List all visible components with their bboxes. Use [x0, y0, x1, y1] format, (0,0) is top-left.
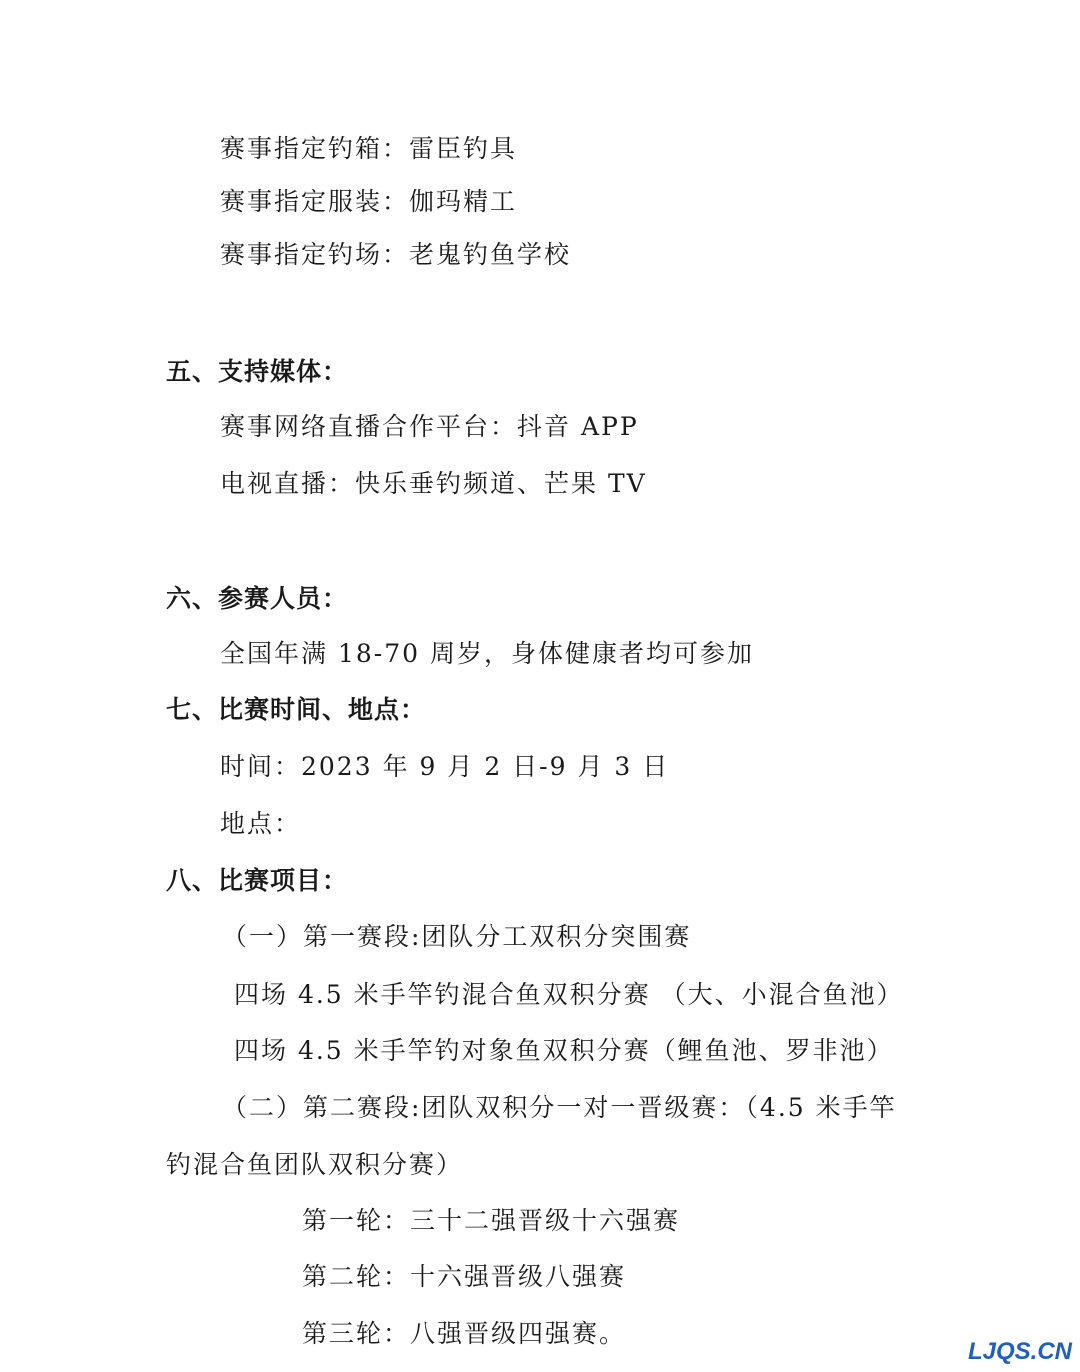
stage-2-title-continued: 钓混合鱼团队双积分赛）	[166, 1150, 464, 1179]
site-watermark	[968, 1338, 1072, 1366]
sponsor-apparel-line: 赛事指定服装：伽玛精工	[220, 187, 518, 216]
round-3-line: 第三轮：八强晋级四强赛。	[302, 1319, 627, 1348]
stage-1-item-2: 四场 4.5 米手竿钓对象鱼双积分赛（鲤鱼池、罗非池）	[234, 1036, 894, 1065]
participants-line: 全国年满 18-70 周岁，身体健康者均可参加	[220, 639, 754, 668]
stage-1-title: （一）第一赛段:团队分工双积分突围赛	[222, 922, 692, 951]
section-8-heading: 八、比赛项目：	[166, 866, 349, 895]
media-online-line: 赛事网络直播合作平台：抖音 APP	[220, 412, 639, 441]
stage-1-item-1: 四场 4.5 米手竿钓混合鱼双积分赛 （大、小混合鱼池）	[234, 980, 904, 1009]
stage-2-title: （二）第二赛段:团队双积分一对一晋级赛：（4.5 米手竿	[222, 1093, 897, 1122]
section-6-heading: 六、参赛人员：	[166, 584, 349, 613]
section-5-heading: 五、支持媒体：	[166, 357, 349, 386]
section-7-heading: 七、比赛时间、地点：	[166, 695, 427, 724]
round-2-line: 第二轮：十六强晋级八强赛	[302, 1262, 627, 1291]
watermark-logo-text: LJQS.CN	[967, 1338, 1072, 1365]
media-tv-line: 电视直播：快乐垂钓频道、芒果 TV	[220, 469, 647, 498]
round-1-line: 第一轮：三十二强晋级十六强赛	[302, 1206, 681, 1235]
sponsor-fishing-box-line: 赛事指定钓箱：雷臣钓具	[220, 134, 518, 163]
time-line: 时间：2023 年 9 月 2 日-9 月 3 日	[220, 752, 670, 781]
sponsor-venue-line: 赛事指定钓场：老鬼钓鱼学校	[220, 240, 572, 269]
location-line: 地点：	[220, 809, 302, 838]
